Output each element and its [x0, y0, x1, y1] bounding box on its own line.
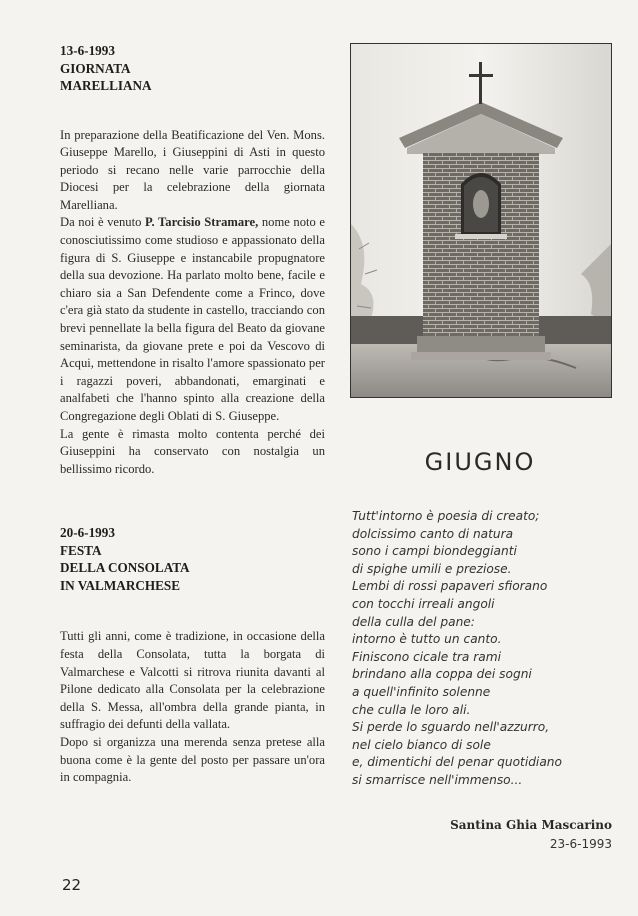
poem-line: sono i campi biondeggianti	[352, 544, 517, 559]
article1-speaker-name: P. Tarcisio Stramare,	[144, 215, 259, 230]
left-column	[60, 42, 325, 787]
article1-title-line1: GIORNATA	[60, 60, 131, 76]
shrine-illustration	[351, 44, 611, 397]
poem-line: nel cielo bianco di sole	[352, 737, 491, 752]
article2-paragraph-2: Dopo si organizza una merenda senza pretese alla buona come è la gente del posto per passare un'ora in compagnia.	[60, 734, 325, 785]
article2-heading	[60, 524, 325, 594]
article1-date: 13-6-1993	[60, 43, 115, 58]
poem-line: Si perde lo sguardo nell'azzurro,	[352, 720, 550, 735]
poem-line: e, dimentichi del penar quotidiano	[352, 755, 562, 770]
article1-title-line2: MARELLIANA	[60, 78, 152, 93]
page-number: 22	[62, 876, 82, 894]
poem-line: Tutt'intorno è poesia di creato;	[352, 509, 540, 523]
poem-body	[352, 508, 614, 790]
poem-line: a quell'infinito solenne	[352, 684, 491, 699]
article2-date: 20-6-1993	[60, 525, 115, 541]
poem-line: della culla del pane:	[352, 614, 475, 629]
poem-line: intorno è tutto un canto.	[352, 632, 502, 647]
article1-p2-intro: Da noi è venuto	[60, 215, 145, 230]
article2-title-line1: FESTA	[60, 542, 102, 558]
article1-heading	[60, 42, 325, 95]
poem-line: con tocchi irreali angoli	[352, 596, 495, 611]
poem-line: si smarrisce nell'immenso...	[352, 772, 523, 787]
article2-title-line3: IN VALMARCHESE	[60, 577, 181, 593]
article1-paragraph-3: La gente è rimasta molto contenta perché dei Giuseppini ha conservato con nostalgia un bellissimo ricordo.	[60, 426, 325, 476]
poem-line: brindano alla coppa dei sogni	[352, 667, 532, 682]
article2-title-line2: DELLA CONSOLATA	[60, 560, 190, 576]
poem-line: di spighe umili e preziose.	[352, 561, 512, 576]
poem-date: 23-6-1993	[549, 837, 612, 851]
poem-line: dolcissimo canto di natura	[352, 526, 514, 541]
poem-author: Santina Ghia Mascarino	[450, 818, 612, 832]
shrine-photo	[350, 43, 612, 398]
poem-line: Lembi di rossi papaveri sfiorano	[352, 579, 548, 594]
poem-title: GIUGNO	[424, 448, 536, 476]
article1-paragraph-2	[60, 214, 325, 425]
poem-line: che culla le loro ali.	[352, 702, 471, 717]
article2-paragraph-1: Tutti gli anni, come è tradizione, in occasione della festa della Consolata, tutta la borgata di Valmarchese e Valcotti si ritrova riunita davanti al Pilone dedicato alla Consolata per la celebrazione della S. Messa, all'ombra della grande pianta, in suffragio dei defunti della vallata.	[60, 629, 325, 732]
poem-line: Finiscono cicale tra rami	[352, 649, 501, 664]
article1-p2-body: nome noto e conosciutissimo come studioso e appassionato della figura di S. Giuseppe e instancabile propugnatore della sua devozione. Ha parlato molto bene, facile e chiaro sia a San Defendente come a Frinco, dove c'era già stato da studente in castello, tracciando con brevi pennellate la bella figura del Beato da giovane seminarista, da giovane prete e poi da Vescovo di Acqui, mettendone in risalto l'amore spassionato per i ragazzi poveri, abbandonati, emarginati e analfabeti che l'hanno spinto alla creazione della Congregazione degli Oblati di S. Giuseppe.	[60, 215, 325, 423]
article1-paragraph-1: In preparazione della Beatificazione del Ven. Mons. Giuseppe Marello, i Giuseppini di Asti in questo periodo si recano nelle varie parrocchie della Diocesi per la celebrazione della giornata Marelliana.	[60, 127, 325, 212]
